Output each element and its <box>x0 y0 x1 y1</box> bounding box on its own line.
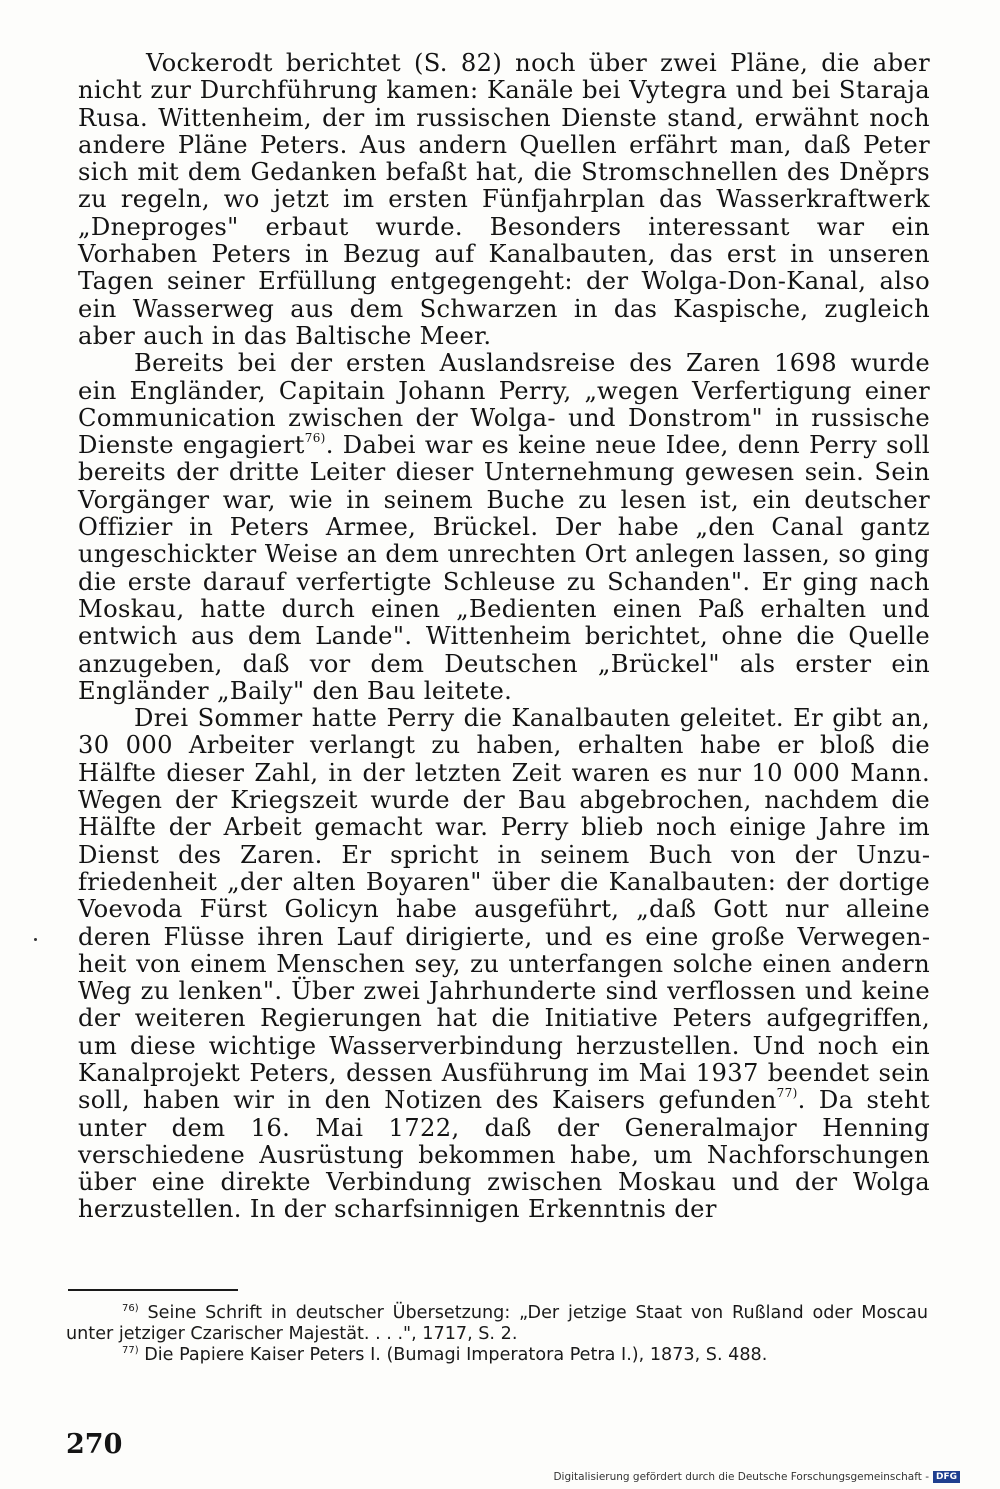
footnote-76-text: Seine Schrift in deutscher Übersetzung: „Der jetzige Staat von Rußland oder Moscau unter jetziger Czarischer Majestät. . . .", 1717, S. 2. <box>66 1303 929 1344</box>
footnote-77-text: Die Papiere Kaiser Peters I. (Bumagi Imperatora Petra I.), 1873, S. 488. <box>144 1345 768 1365</box>
paragraph-2-text-a: Bereits bei der ersten Auslandsreise des Zaren 1698 wurde ein Engländer, Capitain Johann Perry, „wegen Verfertigung einer Communication zwischen der Wolga- und Donstrom" in russische Dienste engagiert <box>78 349 930 460</box>
paragraph-3-text-a: Drei Sommer hatte Perry die Kanalbauten geleitet. Er gibt an, 30 000 Arbeiter verlangt zu haben, erhalten habe er bloß die Hälfte dieser Zahl, in der letzten Zeit waren es nur 10 000 Mann. Wegen der Kriegszeit wurde der Bau abgebrochen, nachdem die Hälfte der Arbeit gemacht war. Perry blieb noch einige Jahre im Dienst des Zaren. Er spricht in seinem Buch von der Unzufriedenheit „der alten Boyaren" über die Kanalbauten: der dortige Voevoda Fürst Golicyn habe ausgeführt, „daß Gott nur alleine deren Flüsse ihren Lauf dirigierte, und es eine große Verwegenheit von einem Menschen sey, zu unterfangen solche einen andern Weg zu lenken". Über zwei Jahrhunderte sind verflossen und keine der weiteren Regierungen hat die Initiative Peters aufgegriffen, um diese wichtige Wasserverbindung herzustellen. Und noch ein Kanalprojekt Peters, dessen Ausführung im Mai 1937 beendet sein soll, haben wir in den Notizen des Kaisers gefunden <box>78 704 930 1115</box>
footnote-mark-77: 77) <box>122 1345 139 1356</box>
footnote-ref-76: 76) <box>304 431 326 446</box>
digitization-credit <box>553 1471 960 1483</box>
footnote-ref-77: 77) <box>776 1086 798 1101</box>
footnote-77 <box>66 1345 928 1366</box>
footnote-76 <box>66 1303 928 1345</box>
footnotes <box>66 1303 928 1366</box>
paragraph-3 <box>78 705 930 1224</box>
paragraph-2 <box>78 350 930 705</box>
paragraph-2-text-b: . Dabei war es keine neue Idee, denn Perry soll bereits der dritte Leiter dieser Unternehmung gewesen sein. Sein Vorgänger war, wie in seinem Buche zu lesen ist, ein deutscher Offizier in Peters Armee, Brückel. Der habe „den Canal gantz ungeschickter Weise an dem unrechten Ort anlegen lassen, so ging die erste darauf verfertigte Schleuse zu Schanden". Er ging nach Moskau, hatte durch einen „Bedienten einen Paß erhalten und entwich aus dem Lande". Wittenheim berichtet, ohne die Quelle anzugeben, daß vor dem Deutschen „Brückel" als erster ein Engländer „Baily" den Bau leitete. <box>78 431 930 705</box>
footnote-mark-76: 76) <box>122 1303 139 1314</box>
paragraph-1: Vockerodt berichtet (S. 82) noch über zwei Pläne, die aber nicht zur Durchführung kamen: Kanäle bei Vytegra und bei Staraja Rusa. Wittenheim, der im russischen Dienste stand, erwähnt noch andere Pläne Peters. Aus andern Quellen erfährt man, daß Peter sich mit dem Gedanken befaßt hat, die Stromschnellen des Dněprs zu regeln, wo jetzt im ersten Fünfjahrplan das Wasserkraftwerk „Dneproges" erbaut wurde. Besonders interessant war ein Vorhaben Peters in Bezug auf Kanalbauten, das erst in unseren Tagen seiner Erfüllung entgegengeht: der Wolga-Don-Kanal, also ein Wasserweg aus dem Schwarzen in das Kaspische, zugleich aber auch in das Baltische Meer. <box>78 49 930 350</box>
footnote-rule <box>68 1289 238 1291</box>
paragraph-3-text-b: . Da steht unter dem 16. Mai 1722, daß der Generalmajor Henning verschiedene Ausrüstung bekommen habe, um Nachforschungen über eine direkte Verbindung zwischen Moskau und der Wolga herzustellen. In der scharfsinnigen Erkenntnis der <box>78 1086 931 1224</box>
page-number: 270 <box>66 1429 123 1460</box>
body-text <box>78 50 930 1224</box>
dfg-logo-icon: DFG <box>933 1471 960 1483</box>
credit-text: Digitalisierung gefördert durch die Deutsche Forschungsgemeinschaft - <box>553 1471 929 1483</box>
scan-speck <box>34 938 37 941</box>
